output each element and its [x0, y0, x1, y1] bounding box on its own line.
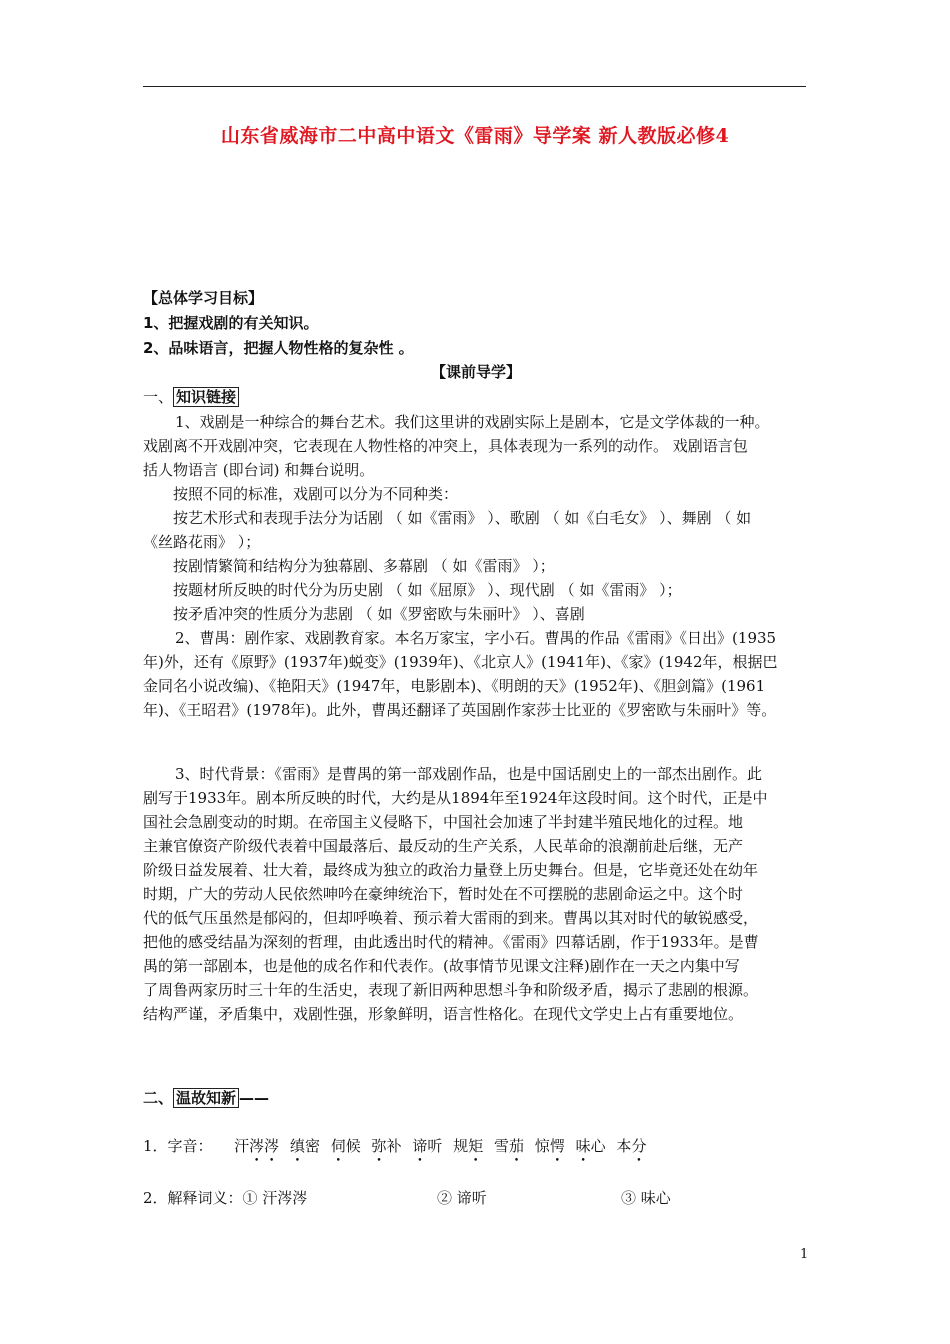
page-number: 1 — [800, 1247, 809, 1262]
text-line: 1、戏剧是一种综合的舞台艺术。我们这里讲的戏剧实际上是剧本，它是文学体裁的一种。 — [175, 413, 770, 431]
pronunciation-question — [143, 1136, 646, 1156]
text-line: 时期，广大的劳动人民依然呻吟在豪绅统治下，暂时处在不可摆脱的悲剧命运之中。这个时 — [143, 885, 744, 903]
word-item: 弥补 — [371, 1137, 402, 1155]
text-line: 主兼官僚资产阶级代表着中国最落后、最反动的生产关系，人民革命的浪潮前赴后继，无产 — [143, 837, 744, 855]
text-line: 2、曹禺：剧作家、戏剧教育家。本名万家宝，字小石。曹禺的作品《雷雨》《日出》(1935 — [175, 629, 777, 647]
document-title: 山东省威海市二中高中语文《雷雨》导学案 新人教版必修4 — [220, 125, 730, 147]
background-paragraph — [143, 762, 813, 1026]
text-line: 代的低气压虽然是郁闷的，但却呼唤着、预示着大雷雨的到来。曹禺以其对时代的敏锐感受， — [143, 909, 759, 927]
text-line: 3、时代背景：《雷雨》是曹禺的第一部戏剧作品，也是中国话剧史上的一部杰出剧作。此 — [175, 765, 763, 783]
text-line: 国社会急剧变动的时期。在帝国主义侵略下，中国社会加速了半封建半殖民地化的过程。地 — [143, 813, 744, 831]
text-line: 按艺术形式和表现手法分为话剧 （ 如《雷雨》 ）、歌剧 （ 如《白毛女》 ）、舞剧 （ 如 — [173, 509, 752, 527]
goal-item-1: 1、把握戏剧的有关知识。 — [143, 314, 319, 332]
word-item: 伺候 — [330, 1137, 361, 1155]
text-line: 《丝路花雨》 ）； — [143, 533, 261, 551]
question-label: 2．解释词义： — [143, 1189, 243, 1207]
definition-item-1: ① 汗涔涔 — [242, 1189, 308, 1207]
text-line: 戏剧离不开戏剧冲突，它表现在人物性格的冲突上，具体表现为一系列的动作。 戏剧语言包 — [143, 437, 748, 455]
text-line: 按照不同的标准，戏剧可以分为不同种类： — [173, 485, 459, 503]
text-line: 结构严谨，矛盾集中，戏剧性强，形象鲜明，语言性格化。在现代文学史上占有重要地位。 — [143, 1005, 744, 1023]
text-line: 阶级日益发展着、壮大着，最终成为独立的政治力量登上历史舞台。但是，它毕竟还处在幼年 — [143, 861, 759, 879]
word-item: 本分 — [616, 1137, 647, 1155]
word-item: 缜密 — [289, 1137, 320, 1155]
text-line: 剧写于1933年。剧本所反映的时代，大约是从1894年至1924年这段时间。这个时代，正是中 — [143, 789, 768, 807]
word-item: 谛听 — [412, 1137, 443, 1155]
word-item: 规矩 — [453, 1137, 484, 1155]
definition-item-3: ③ 味心 — [621, 1189, 671, 1207]
text-line: 按剧情繁简和结构分为独幕剧、多幕剧 （ 如《雷雨》 ）； — [173, 557, 555, 575]
goals-heading: 【总体学习目标】 — [143, 289, 264, 307]
section2-heading — [143, 1088, 269, 1108]
word-item: 惊愕 — [534, 1137, 565, 1155]
section2-dash: —— — [239, 1089, 270, 1107]
word-item: 雪茄 — [493, 1137, 525, 1155]
section1-heading — [143, 387, 239, 407]
text-line: 年)外，还有《原野》(1937年)蜕变》(1939年)、《北京人》(1941年)、《家》(1942年，根据巴 — [143, 653, 778, 671]
text-line: 了周鲁两家历时三十年的生活史，表现了新旧两种思想斗争和阶级矛盾，揭示了悲剧的根源。 — [143, 981, 759, 999]
word-item: 味心 — [575, 1137, 606, 1155]
text-line: 年)、《王昭君》(1978年)。此外，曹禺还翻译了英国剧作家莎士比亚的《罗密欧与朱丽叶》等。 — [143, 701, 777, 719]
section1-number: 一、 — [143, 388, 174, 406]
text-line: 按矛盾冲突的性质分为悲剧 （ 如《罗密欧与朱丽叶》 ）、喜剧 — [173, 605, 585, 623]
definition-item-2: ② 谛听 — [437, 1189, 487, 1207]
text-line: 按题材所反映的时代分为历史剧 （ 如《屈原》 ）、现代剧 （ 如《雷雨》 ）； — [173, 581, 682, 599]
text-line: 禺的第一部剧本，也是他的成名作和代表作。(故事情节见课文注释)剧作在一天之内集中写 — [143, 957, 740, 975]
word-item: 汗涔涔 — [234, 1137, 280, 1155]
section1-label: 知识链接 — [173, 387, 239, 407]
question-label: 1．字音： — [143, 1137, 213, 1155]
definition-question — [143, 1188, 671, 1208]
top-rule — [143, 86, 806, 87]
text-line: 括人物语言 (即台词) 和舞台说明。 — [143, 461, 375, 479]
text-line: 金同名小说改编)、《艳阳天》(1947年，电影剧本)、《明朗的天》(1952年)、《胆剑篇》(1961 — [143, 677, 766, 695]
section2-number: 二、 — [143, 1089, 174, 1107]
text-line: 把他的感受结晶为深刻的哲理，由此透出时代的精神。《雷雨》四幕话剧，作于1933年。是曹 — [143, 933, 759, 951]
drama-intro-paragraph — [143, 410, 813, 722]
goal-item-2: 2、品味语言，把握人物性格的复杂性 。 — [143, 339, 414, 357]
section2-label: 温故知新 — [173, 1088, 239, 1108]
preclass-heading: 【课前导学】 — [431, 363, 522, 381]
